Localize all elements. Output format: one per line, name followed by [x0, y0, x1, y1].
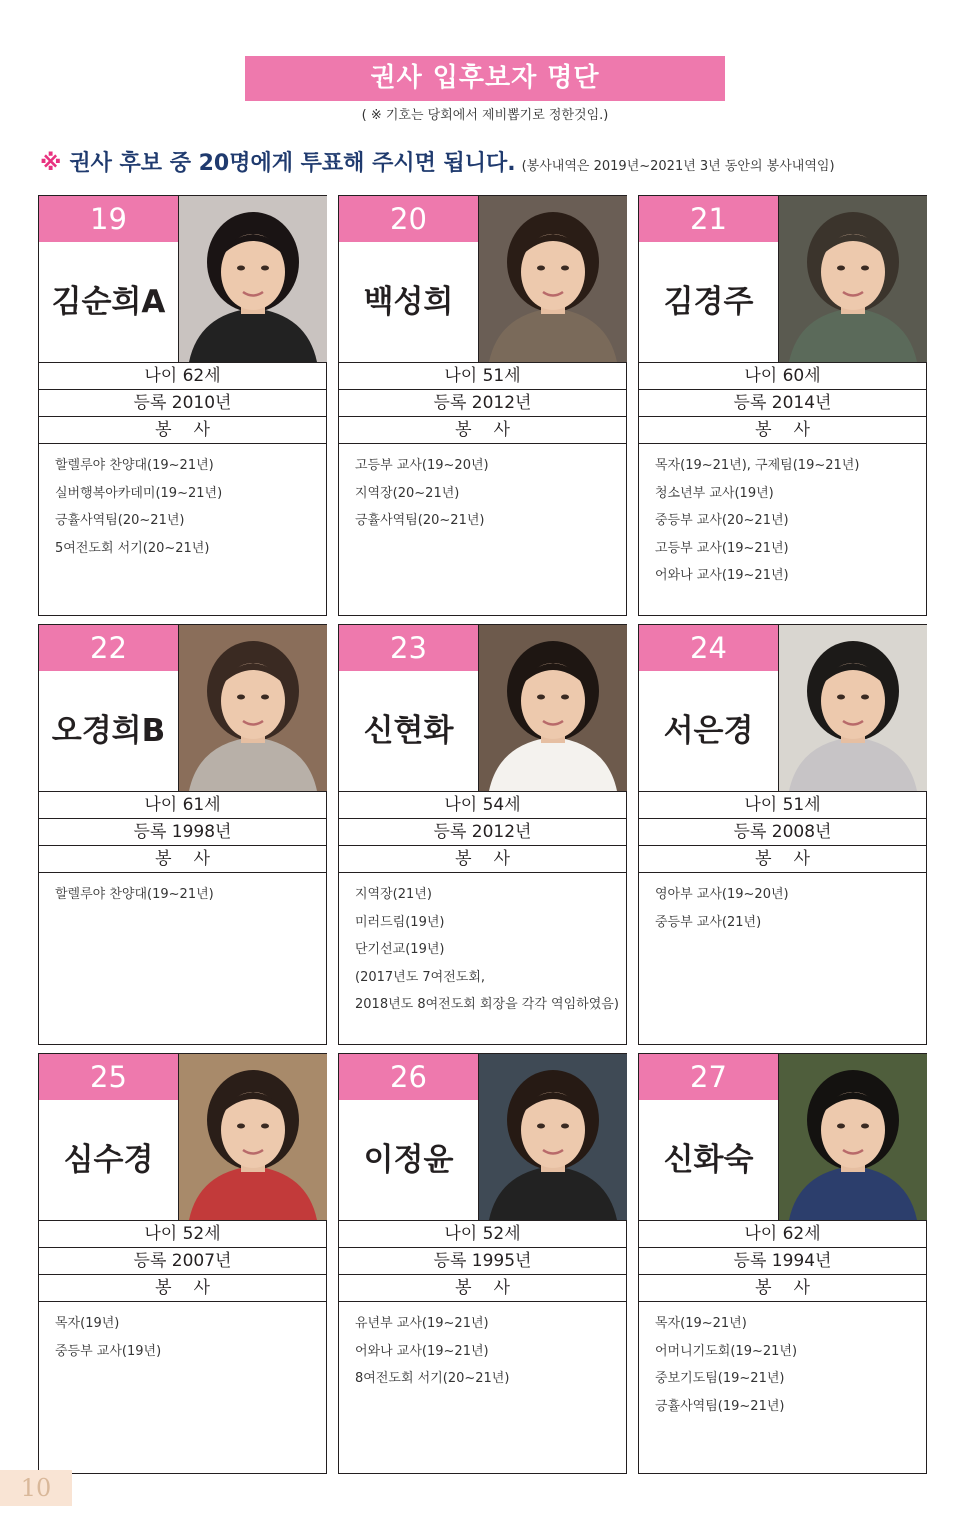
candidate-registration: 등록 2010년 [39, 389, 326, 416]
service-header: 봉사 [639, 416, 926, 444]
portrait-image [479, 625, 627, 791]
service-item: 중등부 교사(21년) [655, 914, 762, 930]
service-item: 중등부 교사(20~21년) [655, 513, 789, 528]
candidate-photo [478, 625, 627, 791]
candidate-age: 나이 62세 [639, 1220, 926, 1247]
candidate-age: 나이 52세 [39, 1220, 326, 1247]
service-item: 고등부 교사(19~21년) [655, 540, 789, 556]
service-item: 단기선교(19년) [355, 942, 445, 957]
candidate-number: 19 [39, 196, 178, 242]
candidate-card [638, 1053, 927, 1474]
candidate-photo [478, 196, 627, 362]
service-item: 목자(19년) [55, 1316, 120, 1331]
service-item: 2018년도 8여전도회 회장을 각각 역임하였음) [355, 997, 619, 1012]
service-item: 긍휼사역팀(19~21년) [655, 1398, 785, 1414]
service-list [55, 1310, 323, 1365]
candidate-photo [778, 1054, 927, 1220]
service-list [355, 452, 623, 535]
candidate-card [38, 195, 327, 616]
candidate-card [38, 624, 327, 1045]
candidate-name: 심수경 [63, 1142, 154, 1178]
candidate-card [338, 1053, 627, 1474]
candidate-registration: 등록 1998년 [39, 818, 326, 845]
service-item: 중보기도팀(19~21년) [655, 1371, 785, 1386]
service-item: 지역장(21년) [355, 887, 432, 902]
service-item: 어와나 교사(19~21년) [655, 568, 789, 583]
service-header: 봉사 [639, 1274, 926, 1302]
portrait-image [179, 196, 327, 362]
candidate-photo [178, 625, 327, 791]
candidate-age: 나이 62세 [39, 362, 326, 389]
candidate-name: 신현화 [363, 713, 454, 749]
candidate-card [638, 624, 927, 1045]
candidate-photo [178, 196, 327, 362]
candidate-name: 서은경 [663, 713, 754, 749]
service-item: 8여전도회 서기(20~21년) [355, 1371, 510, 1386]
portrait-image [779, 196, 927, 362]
service-list [55, 881, 323, 909]
candidate-photo [178, 1054, 327, 1220]
portrait-image [179, 625, 327, 791]
candidate-name: 백성희 [363, 284, 454, 320]
portrait-image [779, 1054, 927, 1220]
service-item: 청소년부 교사(19년) [655, 485, 774, 501]
candidate-age: 나이 54세 [339, 791, 626, 818]
candidate-name: 김경주 [663, 284, 754, 320]
candidate-registration: 등록 2007년 [39, 1247, 326, 1274]
candidate-number: 22 [39, 625, 178, 671]
service-item: 목자(19~21년) [655, 1316, 747, 1331]
page-title: 권사 입후보자 명단 [245, 56, 725, 101]
candidate-photo [778, 625, 927, 791]
candidate-photo [778, 196, 927, 362]
candidate-name: 오경희B [51, 713, 166, 749]
reference-mark: ※ [40, 151, 62, 176]
service-item: 할렐루야 찬양대(19~21년) [55, 458, 214, 473]
service-list [355, 881, 623, 1019]
service-header: 봉사 [339, 845, 626, 873]
service-header: 봉사 [39, 1274, 326, 1302]
service-item: (2017년도 7여전도회, [355, 969, 486, 985]
service-header: 봉사 [39, 845, 326, 873]
service-item: 어머니기도회(19~21년) [655, 1343, 798, 1359]
service-item: 긍휼사역팀(20~21년) [55, 513, 185, 528]
candidate-age: 나이 51세 [639, 791, 926, 818]
candidate-number: 21 [639, 196, 778, 242]
instruction-sub: (봉사내역은 2019년~2021년 3년 동안의 봉사내역임) [521, 159, 835, 174]
service-item: 중등부 교사(19년) [55, 1343, 162, 1359]
candidate-number: 24 [639, 625, 778, 671]
service-item: 영아부 교사(19~20년) [655, 887, 789, 902]
service-item: 유년부 교사(19~21년) [355, 1316, 489, 1331]
candidate-card [338, 624, 627, 1045]
candidate-number: 20 [339, 196, 478, 242]
candidate-number: 23 [339, 625, 478, 671]
service-list [655, 881, 923, 936]
service-item: 지역장(20~21년) [355, 485, 460, 501]
candidate-card [38, 1053, 327, 1474]
service-item: 어와나 교사(19~21년) [355, 1343, 489, 1359]
title-note: ( ※ 기호는 당회에서 제비뽑기로 정한것임.) [361, 108, 609, 123]
portrait-image [179, 1054, 327, 1220]
page-number: 10 [0, 1470, 72, 1506]
candidate-registration: 등록 2014년 [639, 389, 926, 416]
service-item: 긍휼사역팀(20~21년) [355, 513, 485, 528]
service-item: 할렐루야 찬양대(19~21년) [55, 887, 214, 902]
voting-instruction [40, 146, 940, 177]
portrait-image [779, 625, 927, 791]
candidate-age: 나이 60세 [639, 362, 926, 389]
candidate-age: 나이 52세 [339, 1220, 626, 1247]
service-item: 고등부 교사(19~20년) [355, 458, 489, 473]
candidate-name: 신화숙 [663, 1142, 754, 1178]
service-list [655, 1310, 923, 1420]
service-header: 봉사 [639, 845, 926, 873]
candidate-photo [478, 1054, 627, 1220]
candidate-name: 김순희A [51, 284, 166, 320]
candidate-registration: 등록 2012년 [339, 818, 626, 845]
service-header: 봉사 [339, 416, 626, 444]
candidate-number: 25 [39, 1054, 178, 1100]
portrait-image [479, 1054, 627, 1220]
candidate-number: 26 [339, 1054, 478, 1100]
service-header: 봉사 [339, 1274, 626, 1302]
service-item: 5여전도회 서기(20~21년) [55, 540, 210, 556]
candidate-card [338, 195, 627, 616]
candidate-registration: 등록 2008년 [639, 818, 926, 845]
candidate-name: 이정윤 [363, 1142, 454, 1178]
candidate-registration: 등록 2012년 [339, 389, 626, 416]
service-list [55, 452, 323, 562]
service-item: 미러드림(19년) [355, 914, 445, 930]
service-item: 실버행복아카데미(19~21년) [55, 485, 223, 501]
portrait-image [479, 196, 627, 362]
candidate-registration: 등록 1995년 [339, 1247, 626, 1274]
candidate-registration: 등록 1994년 [639, 1247, 926, 1274]
service-item: 목자(19~21년), 구제팀(19~21년) [655, 458, 860, 473]
service-header: 봉사 [39, 416, 326, 444]
candidate-card [638, 195, 927, 616]
candidate-age: 나이 51세 [339, 362, 626, 389]
service-list [655, 452, 923, 590]
candidate-age: 나이 61세 [39, 791, 326, 818]
instruction-main: 권사 후보 중 20명에게 투표해 주시면 됩니다. [69, 151, 516, 176]
candidate-number: 27 [639, 1054, 778, 1100]
service-list [355, 1310, 623, 1393]
